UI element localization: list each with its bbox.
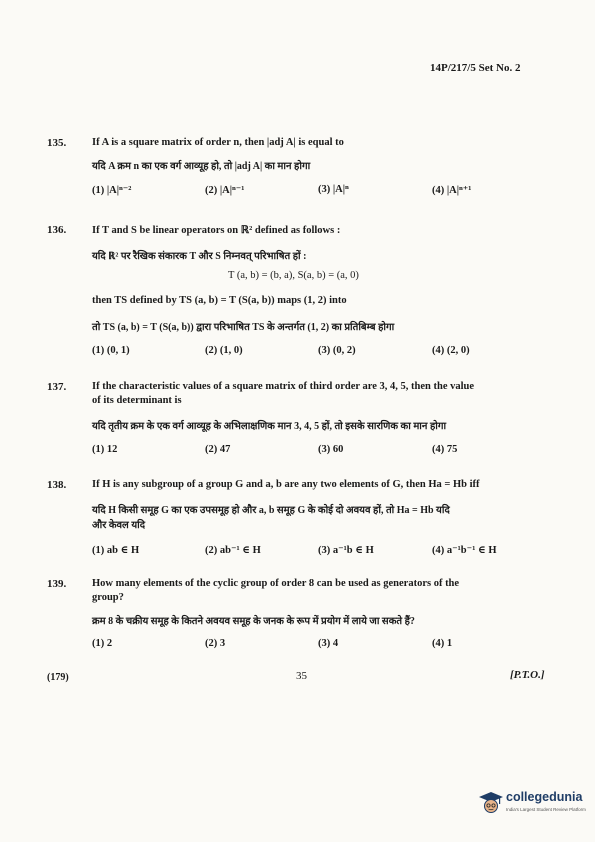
question-text-hi-cont: और केवल यदि [92, 520, 146, 531]
question-text-hi: यदि तृतीय क्रम के एक वर्ग आव्यूह के अभिलाक्षणिक मान 3, 4, 5 हों, तो इसके सारणिक का मान होगा [92, 421, 447, 432]
option-1: (1) ab ∈ H [92, 545, 140, 556]
question-text-hi: क्रम 8 के चक्रीय समूह के कितने अवयव समूह के जनक के रूप में प्रयोग में लाये जा सकते हैं? [92, 616, 415, 627]
option-4: (4) 75 [432, 444, 458, 455]
option-4: (4) |A|ⁿ⁺¹ [432, 185, 472, 196]
graduate-icon [478, 790, 504, 816]
option-4: (4) 1 [432, 638, 453, 649]
page-number: 35 [296, 670, 307, 682]
question-text-hi: यदि A क्रम n का एक वर्ग आव्यूह हो, तो |adj A| का मान होगा [92, 161, 311, 172]
option-3: (3) a⁻¹b ∈ H [318, 545, 374, 556]
question-text-en-2: then TS defined by TS (a, b) = T (S(a, b)) maps (1, 2) into [92, 295, 347, 306]
operator-definition: T (a, b) = (b, a), S(a, b) = (a, 0) [228, 270, 359, 281]
question-text-en-cont: group? [92, 592, 124, 603]
option-3: (3) |A|ⁿ [318, 184, 349, 195]
pto-mark: [P.T.O.] [510, 669, 545, 681]
set-number-header: 14P/217/5 Set No. 2 [430, 62, 521, 74]
option-2: (2) |A|ⁿ⁻¹ [205, 185, 245, 196]
logo-name: collegedunia [506, 790, 583, 804]
question-number: 135. [47, 137, 67, 149]
option-3: (3) 4 [318, 638, 339, 649]
question-number: 137. [47, 381, 67, 393]
footer-code: (179) [47, 672, 69, 683]
question-text-hi: यदि H किसी समूह G का एक उपसमूह हो और a, b समूह G के कोई दो अवयव हों, तो Ha = Hb यदि [92, 505, 450, 516]
question-text-en: If T and S be linear operators on ℝ² defined as follows : [92, 225, 341, 236]
option-3: (3) 60 [318, 444, 344, 455]
option-1: (1) (0, 1) [92, 345, 130, 356]
option-4: (4) (2, 0) [432, 345, 470, 356]
option-2: (2) 47 [205, 444, 231, 455]
collegedunia-logo [478, 788, 595, 822]
option-1: (1) 12 [92, 444, 118, 455]
option-2: (2) ab⁻¹ ∈ H [205, 545, 261, 556]
question-number: 139. [47, 578, 67, 590]
question-text-hi-2: तो TS (a, b) = T (S(a, b)) द्वारा परिभाषित TS के अन्तर्गत (1, 2) का प्रतिबिम्ब होगा [92, 322, 395, 333]
question-text-en: If the characteristic values of a square matrix of third order are 3, 4, 5, then the value [92, 381, 475, 392]
option-1: (1) 2 [92, 638, 113, 649]
question-number: 136. [47, 224, 67, 236]
question-text-en-cont: of its determinant is [92, 395, 182, 406]
option-4: (4) a⁻¹b⁻¹ ∈ H [432, 545, 497, 556]
option-3: (3) (0, 2) [318, 345, 356, 356]
option-2: (2) (1, 0) [205, 345, 243, 356]
question-text-hi: यदि ℝ² पर रैखिक संकारक T और S निम्नवत् परिभाषित हों : [92, 251, 307, 262]
question-text-en: If H is any subgroup of a group G and a, b are any two elements of G, then Ha = Hb iff [92, 479, 480, 490]
question-text-en: If A is a square matrix of order n, then |adj A| is equal to [92, 137, 344, 148]
option-2: (2) 3 [205, 638, 226, 649]
logo-tagline: India's Largest Student Review Platform [506, 807, 586, 812]
question-number: 138. [47, 479, 67, 491]
option-1: (1) |A|ⁿ⁻² [92, 185, 132, 196]
question-text-en: How many elements of the cyclic group of order 8 can be used as generators of the [92, 578, 460, 589]
